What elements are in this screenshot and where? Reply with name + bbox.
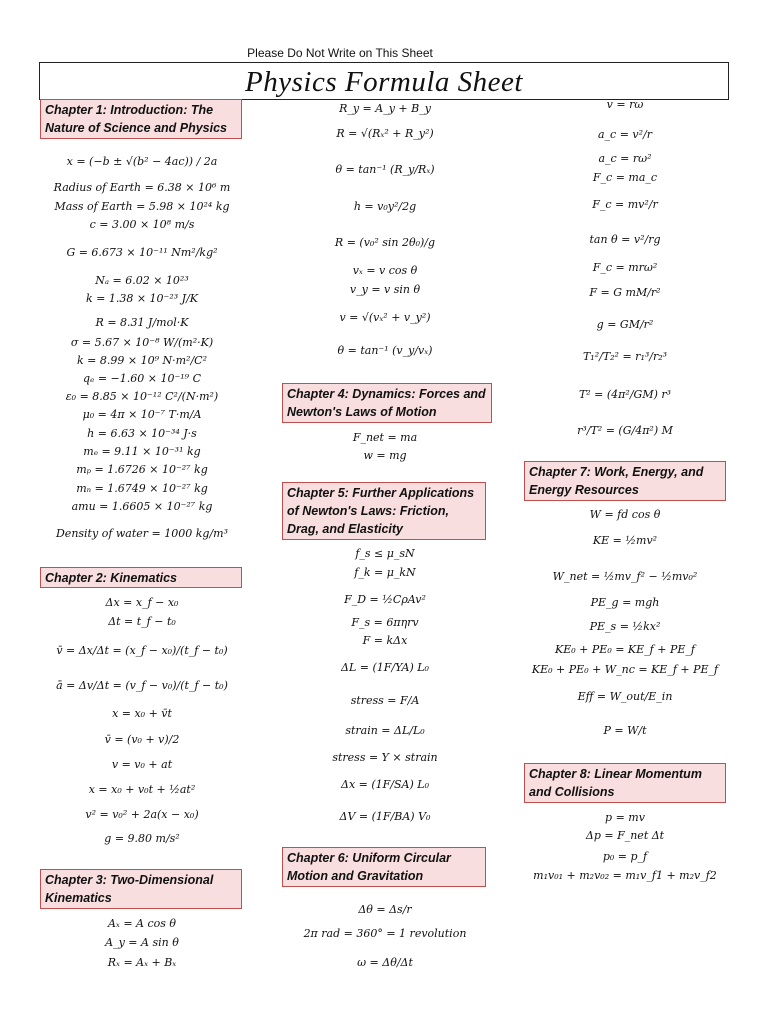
formula: h = v₀y²/2g	[353, 200, 417, 213]
formula: f_k = μ_kN	[354, 566, 416, 579]
formula: a_c = v²/r	[597, 128, 653, 141]
formula: σ = 5.67 × 10⁻⁸ W/(m²·K)	[70, 336, 214, 349]
formula: ω = Δθ/Δt	[357, 956, 413, 969]
formula: p = mv	[605, 811, 645, 824]
formula: v = rω	[606, 98, 644, 111]
formula: KE = ½mv²	[592, 534, 658, 547]
formula: Mass of Earth = 5.98 × 10²⁴ kg	[54, 200, 230, 213]
formula: Δp = F_net Δt	[585, 829, 665, 842]
formula: θ = tan⁻¹ (v_y/vₓ)	[337, 344, 433, 357]
formula: Aₓ = A cos θ	[107, 917, 177, 930]
formula: c = 3.00 × 10⁸ m/s	[89, 218, 195, 231]
formula: v = v₀ + at	[111, 758, 173, 771]
top-note: Please Do Not Write on This Sheet	[247, 46, 433, 60]
formula: a_c = rω²	[598, 152, 652, 165]
formula: stress = F/A	[350, 694, 420, 707]
formula: w = mg	[363, 449, 407, 462]
formula: Density of water = 1000 kg/m³	[55, 527, 228, 540]
formula: F_c = mrω²	[592, 261, 658, 274]
formula: PE_g = mgh	[590, 596, 660, 609]
formula: F_s = 6πηrv	[351, 616, 419, 629]
page-title: Physics Formula Sheet	[245, 66, 523, 98]
formula: R = 8.31 J/mol·K	[95, 316, 189, 329]
formula: F_c = mv²/r	[592, 198, 658, 211]
formula: Radius of Earth = 6.38 × 10⁶ m	[53, 181, 231, 194]
formula: v = √(vₓ² + v_y²)	[339, 311, 431, 324]
formula: stress = Y × strain	[332, 751, 438, 764]
formula: F_net = ma	[352, 431, 418, 444]
formula: Nₐ = 6.02 × 10²³	[95, 274, 189, 287]
formula: T₁²/T₂² = r₁³/r₂³	[582, 350, 668, 363]
formula: v̄ = (v₀ + v)/2	[104, 733, 180, 746]
formula: Eff = W_out/E_in	[577, 690, 673, 703]
formula: Δt = t_f − t₀	[108, 615, 176, 628]
formula: Δx = (1F/SA) L₀	[341, 778, 429, 791]
formula: tan θ = v²/rg	[589, 233, 661, 246]
formula: Δθ = Δs/r	[358, 903, 412, 916]
formula: g = GM/r²	[596, 318, 654, 331]
formula: θ = tan⁻¹ (R_y/Rₓ)	[335, 163, 435, 176]
chapter-1-heading: Chapter 1: Introduction: The Nature of Science and Physics	[40, 99, 242, 139]
title-box	[39, 62, 729, 100]
formula: mₚ = 1.6726 × 10⁻²⁷ kg	[76, 463, 208, 476]
formula: vₓ = v cos θ	[352, 264, 418, 277]
formula: F_c = ma_c	[592, 171, 658, 184]
formula: 2π rad = 360° = 1 revolution	[303, 927, 467, 940]
formula: Δx = x_f − x₀	[105, 596, 179, 609]
formula: P = W/t	[603, 724, 647, 737]
formula: ε₀ = 8.85 × 10⁻¹² C²/(N·m²)	[65, 390, 219, 403]
formula: W_net = ½mv_f² − ½mv₀²	[552, 570, 698, 583]
chapter-4-heading: Chapter 4: Dynamics: Forces and Newton's Laws of Motion	[282, 383, 492, 423]
formula: f_s ≤ μ_sN	[355, 547, 415, 560]
formula: h = 6.63 × 10⁻³⁴ J·s	[87, 427, 197, 440]
formula: amu = 1.6605 × 10⁻²⁷ kg	[71, 500, 213, 513]
chapter-6-heading: Chapter 6: Uniform Circular Motion and Gravitation	[282, 847, 486, 887]
chapter-2-heading: Chapter 2: Kinematics	[40, 567, 242, 588]
formula: p₀ = p_f	[602, 850, 648, 863]
formula: qₑ = −1.60 × 10⁻¹⁹ C	[83, 372, 201, 385]
formula: v_y = v sin θ	[349, 283, 421, 296]
formula: x = (−b ± √(b² − 4ac)) / 2a	[66, 155, 218, 168]
formula: v² = v₀² + 2a(x − x₀)	[85, 808, 199, 821]
formula: G = 6.673 × 10⁻¹¹ Nm²/kg²	[66, 246, 218, 259]
formula: strain = ΔL/L₀	[345, 724, 425, 737]
formula: mₙ = 1.6749 × 10⁻²⁷ kg	[76, 482, 208, 495]
formula: R = √(Rₓ² + R_y²)	[336, 127, 434, 140]
chapter-3-heading: Chapter 3: Two-Dimensional Kinematics	[40, 869, 242, 909]
formula: r³/T² = (G/4π²) M	[577, 424, 673, 437]
formula: x = x₀ + v₀t + ½at²	[88, 783, 196, 796]
formula: PE_s = ½kx²	[589, 620, 661, 633]
chapter-7-heading: Chapter 7: Work, Energy, and Energy Resources	[524, 461, 726, 501]
formula: T² = (4π²/GM) r³	[578, 388, 672, 401]
formula: F = G mM/r²	[589, 286, 661, 299]
formula: A_y = A sin θ	[105, 936, 179, 949]
formula: mₑ = 9.11 × 10⁻³¹ kg	[83, 445, 201, 458]
formula: μ₀ = 4π × 10⁻⁷ T·m/A	[82, 408, 202, 421]
formula: k = 8.99 × 10⁹ N·m²/C²	[77, 354, 207, 367]
formula: ā = Δv/Δt = (v_f − v₀)/(t_f − t₀)	[56, 679, 228, 692]
formula: F = kΔx	[362, 634, 408, 647]
formula: ΔV = (1F/BA) V₀	[339, 810, 431, 823]
chapter-5-heading: Chapter 5: Further Applications of Newton's Laws: Friction, Drag, and Elasticity	[282, 482, 486, 540]
formula: F_D = ½CρAv²	[344, 593, 426, 606]
formula: k = 1.38 × 10⁻²³ J/K	[85, 292, 199, 305]
formula: KE₀ + PE₀ = KE_f + PE_f	[555, 643, 695, 656]
formula: KE₀ + PE₀ + W_nc = KE_f + PE_f	[531, 663, 719, 676]
formula: ΔL = (1F/YA) L₀	[341, 661, 429, 674]
formula: v̄ = Δx/Δt = (x_f − x₀)/(t_f − t₀)	[56, 644, 228, 657]
formula: g = 9.80 m/s²	[104, 832, 180, 845]
chapter-8-heading: Chapter 8: Linear Momentum and Collisions	[524, 763, 726, 803]
formula: W = fd cos θ	[589, 508, 661, 521]
formula: Rₓ = Aₓ + Bₓ	[107, 956, 177, 969]
formula: R_y = A_y + B_y	[339, 102, 431, 115]
formula: R = (v₀² sin 2θ₀)/g	[334, 236, 436, 249]
formula: x = x₀ + v̄t	[112, 707, 172, 720]
formula: m₁v₀₁ + m₂v₀₂ = m₁v_f1 + m₂v_f2	[533, 869, 717, 882]
